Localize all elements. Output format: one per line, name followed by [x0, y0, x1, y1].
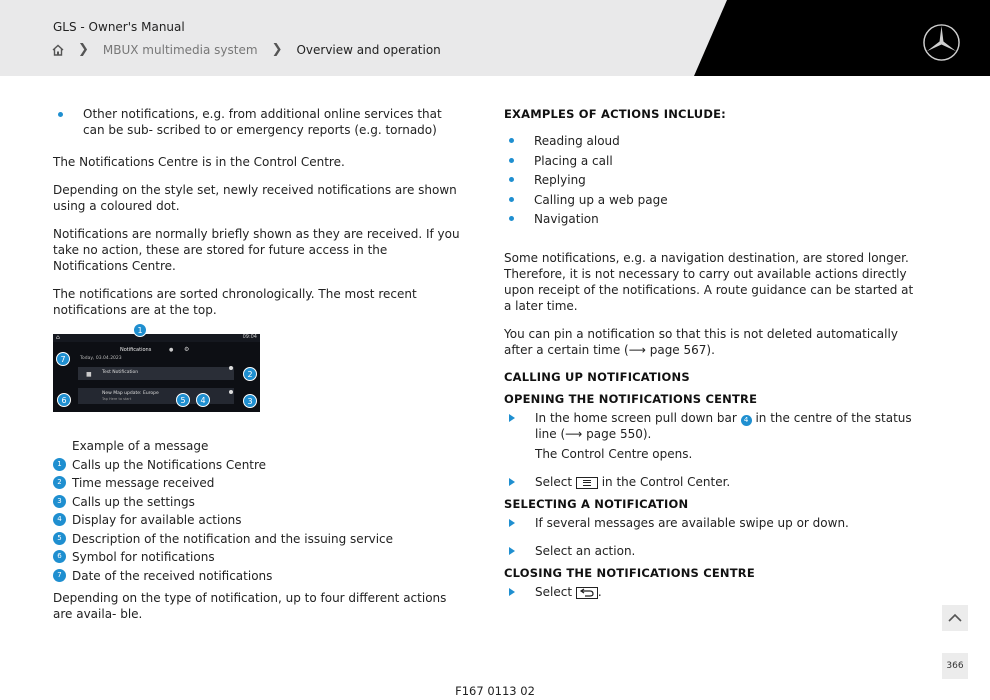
breadcrumb: [52, 42, 441, 57]
callout: 7: [56, 352, 70, 366]
legend-item: 5 Description of the notification and the issuing service: [53, 530, 463, 549]
callout-4-icon: 4: [741, 415, 752, 426]
examples-list: [504, 132, 914, 230]
list-item: Navigation: [504, 210, 914, 230]
legend-item: 7 Date of the received notifications: [53, 567, 463, 586]
list-item: Reading aloud: [504, 132, 914, 152]
status-bar: [53, 334, 260, 342]
section-heading: CALLING UP NOTIFICATIONS: [504, 369, 690, 384]
home-icon: ⌂: [56, 334, 60, 341]
step-result: The Control Centre opens.: [535, 446, 693, 461]
header: [0, 0, 990, 76]
mercedes-star-logo: [922, 23, 961, 62]
paragraph: The notifications are sorted chronologically. The most recent notifications are at the top.: [53, 287, 417, 317]
legend-item: 3 Calls up the settings: [53, 493, 463, 512]
callout: 6: [57, 393, 71, 407]
section-heading: OPENING THE NOTIFICATIONS CENTRE: [504, 391, 758, 406]
step: Select .: [504, 584, 914, 600]
notifications-centre-icon: [576, 477, 598, 489]
callout: 5: [176, 393, 190, 407]
screen-date: Today, 03.04.2023: [80, 356, 122, 361]
notification-screenshot: [53, 334, 260, 412]
paragraph: Some notifications, e.g. a navigation destination, are stored longer. Therefore, it is not necessary to carry out available actions directly upon receipt of the notifications. A route guidance can be started at a later time.: [504, 250, 914, 313]
section-heading: SELECTING A NOTIFICATION: [504, 496, 689, 511]
breadcrumb-mbux[interactable]: MBUX multimedia system: [102, 42, 258, 57]
legend-item: 2 Time message received: [53, 474, 463, 493]
back-icon: [576, 587, 598, 599]
page-number-badge[interactable]: 366: [942, 653, 968, 679]
callout: 3: [243, 394, 257, 408]
breadcrumb-overview[interactable]: Overview and operation: [296, 42, 441, 57]
legend-item: 6 Symbol for notifications: [53, 548, 463, 567]
scroll-to-top-button[interactable]: [942, 605, 968, 631]
document-title: GLS - Owner's Manual: [53, 20, 185, 34]
list-item: Replying: [504, 171, 914, 191]
screen-time: 09:04: [242, 334, 257, 340]
callout: 2: [243, 367, 257, 381]
figure-code: F167 0113 02: [455, 684, 535, 698]
chevron-up-icon: [948, 613, 962, 623]
chevron-right-icon: ❯: [271, 42, 283, 57]
message-icon: ■: [86, 371, 92, 378]
paragraph: Depending on the type of notification, up to four different actions are availa- ble.: [53, 591, 447, 621]
step: Select in the Control Center.: [504, 474, 914, 490]
list-item: Other notifications, e.g. from additional online services that can be sub- scribed to or emergency reports (e.g. tornado): [53, 106, 463, 138]
figure-legend: [53, 437, 463, 622]
screen-tab: Notifications: [120, 347, 152, 353]
notification-row: Test Notification: [78, 367, 234, 380]
legend-item: 4 Display for available actions: [53, 511, 463, 530]
notification-row: New Map update: Europe Tap Here to start: [78, 388, 234, 404]
paragraph: The Notifications Centre is in the Control Centre.: [53, 155, 345, 169]
section-heading: EXAMPLES OF ACTIONS INCLUDE:: [504, 107, 726, 121]
legend-item: 1 Calls up the Notifications Centre: [53, 456, 463, 475]
dot-icon: ●: [169, 347, 174, 353]
callout: 1: [133, 323, 147, 337]
paragraph: Notifications are normally briefly shown as they are received. If you take no action, these are stored for future access in the Notifications Centre.: [53, 227, 460, 273]
right-column: [504, 100, 914, 600]
list-item: Calling up a web page: [504, 191, 914, 211]
list-item: Placing a call: [504, 152, 914, 172]
step: If several messages are available swipe up or down.: [504, 515, 914, 531]
step: Select an action.: [504, 543, 914, 559]
section-heading: CLOSING THE NOTIFICATIONS CENTRE: [504, 565, 755, 580]
step: In the home screen pull down bar 4 in the centre of the status line (⟶ page 550).: [504, 410, 914, 442]
paragraph: You can pin a notification so that this is not deleted automatically after a certain time (⟶ page 567).: [504, 326, 898, 357]
callout: 4: [196, 393, 210, 407]
legend-title: Example of a message: [72, 439, 209, 453]
chevron-right-icon: ❯: [78, 42, 89, 57]
gear-icon: ⚙: [184, 346, 190, 353]
paragraph: Depending on the style set, newly received notifications are shown using a coloured dot.: [53, 183, 457, 213]
home-icon[interactable]: [52, 44, 64, 56]
